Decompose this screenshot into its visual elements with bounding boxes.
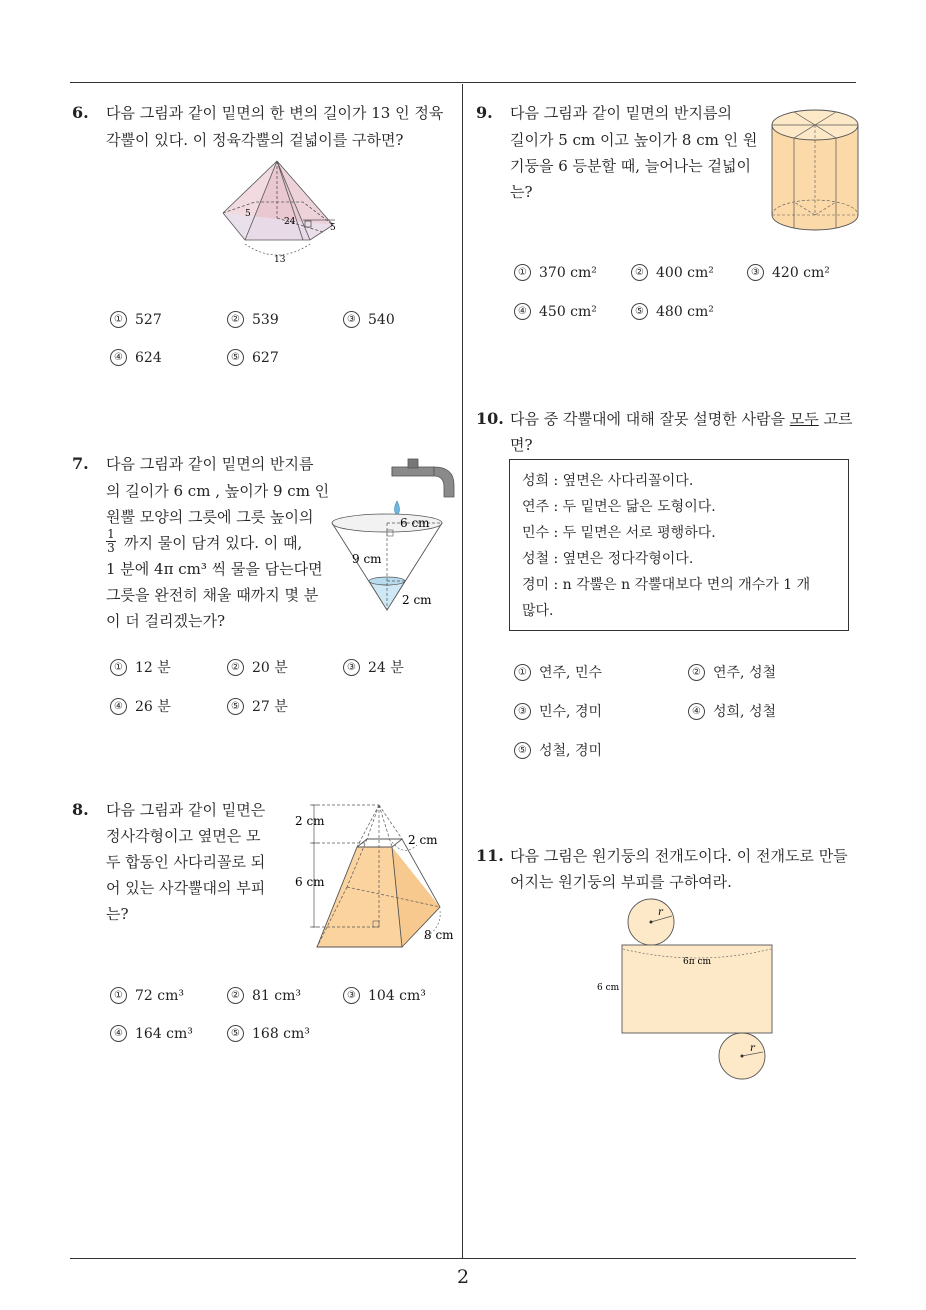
choice-mark: ④ <box>110 349 127 366</box>
q11-label-height: 6 cm <box>597 983 620 993</box>
q10-line1-text: 다음 중 각뿔대에 대해 잘못 설명한 사람을 <box>510 410 790 428</box>
q6-hexagonal-pyramid-figure <box>215 158 345 268</box>
choice-text: 168 cm³ <box>252 1026 310 1042</box>
q8-choice-1[interactable] <box>110 987 184 1004</box>
q11-line2: 어지는 원기둥의 부피를 구하여라. <box>510 873 732 891</box>
fraction-denominator: 3 <box>107 541 115 555</box>
statement-3: 민수 : 두 밑면은 서로 평행하다. <box>522 525 716 541</box>
q7-choice-4[interactable] <box>110 696 171 716</box>
statement-2: 연주 : 두 밑면은 닮은 도형이다. <box>522 499 716 515</box>
q10-choice-5[interactable] <box>514 740 602 760</box>
q6-label-height: 24 <box>284 217 296 227</box>
q6-choice-4[interactable] <box>110 349 162 366</box>
choice-text: 성철, 경미 <box>539 743 602 759</box>
choice-mark: ④ <box>110 1025 127 1042</box>
q6-label-side: 5 <box>330 223 336 233</box>
column-divider <box>462 84 463 1259</box>
choice-mark: ① <box>110 987 127 1004</box>
choice-text: 성희, 성철 <box>713 704 776 720</box>
q7-label-height: 9 cm <box>352 552 382 566</box>
choice-mark: ② <box>631 264 648 281</box>
q6-choice-5[interactable] <box>227 349 279 366</box>
q6-number: 6. <box>72 103 89 122</box>
statement-6: 많다. <box>522 603 554 619</box>
choice-mark: ② <box>688 664 705 681</box>
choice-mark: ① <box>514 664 531 681</box>
choice-mark: ⑤ <box>227 1025 244 1042</box>
statement-5: 경미 : n 각뿔은 n 각뿔대보다 면의 개수가 1 개 <box>522 577 811 593</box>
q6-choice-3[interactable] <box>343 311 395 328</box>
fraction-numerator: 1 <box>107 527 115 541</box>
q11-number: 11. <box>476 846 504 865</box>
q10-choice-2[interactable] <box>688 662 776 682</box>
q8-choice-4[interactable] <box>110 1025 193 1042</box>
q11-cylinder-net-figure <box>595 895 785 1085</box>
choice-text: 연주, 성철 <box>713 665 776 681</box>
choice-mark: ⑤ <box>514 742 531 759</box>
q10-line1 <box>510 406 852 433</box>
q8-label-top-width: 2 cm <box>408 833 438 847</box>
choice-mark: ③ <box>343 987 360 1004</box>
q7-choice-3[interactable] <box>343 657 404 677</box>
q11-label-circumference: 6π cm <box>683 957 712 967</box>
choice-mark: ① <box>514 264 531 281</box>
choice-mark: ⑤ <box>631 303 648 320</box>
choice-mark: ③ <box>343 659 360 676</box>
q9-choice-3[interactable] <box>747 264 830 281</box>
choice-text: 400 cm² <box>656 265 714 281</box>
q6-choice-2[interactable] <box>227 311 279 328</box>
q8-line3: 두 합동인 사다리꼴로 되 <box>106 853 266 871</box>
q10-choice-4[interactable] <box>688 701 776 721</box>
q11-line1: 다음 그림은 원기둥의 전개도이다. 이 전개도로 만들 <box>510 847 848 865</box>
choice-text: 104 cm³ <box>368 988 426 1004</box>
choice-text: 20 분 <box>252 660 288 676</box>
q8-line1: 다음 그림과 같이 밑면은 <box>106 801 266 819</box>
q9-line4: 는? <box>510 183 533 201</box>
q7-line4: 까지 물이 담겨 있다. 이 때, <box>124 534 303 552</box>
choice-text: 26 분 <box>135 699 171 715</box>
choice-text: 연주, 민수 <box>539 665 602 681</box>
top-rule <box>70 82 856 83</box>
statement-4: 성철 : 옆면은 정다각형이다. <box>522 551 694 567</box>
statement-1: 성희 : 옆면은 사다리꼴이다. <box>522 473 694 489</box>
choice-mark: ④ <box>110 698 127 715</box>
choice-mark: ② <box>227 311 244 328</box>
choice-text: 72 cm³ <box>135 988 184 1004</box>
choice-text: 민수, 경미 <box>539 704 602 720</box>
choice-mark: ① <box>110 311 127 328</box>
choice-text: 370 cm² <box>539 265 597 281</box>
choice-mark: ④ <box>688 703 705 720</box>
q9-choice-4[interactable] <box>514 303 597 320</box>
q9-number: 9. <box>476 103 493 122</box>
choice-text: 624 <box>135 350 162 366</box>
choice-mark: ⑤ <box>227 698 244 715</box>
q8-line5: 는? <box>106 905 129 923</box>
q7-choice-1[interactable] <box>110 657 171 677</box>
choice-text: 480 cm² <box>656 304 714 320</box>
q7-label-radius: 6 cm <box>400 516 430 530</box>
q6-line2: 각뿔이 있다. 이 정육각뿔의 겉넓이를 구하면? <box>106 131 404 149</box>
q8-label-height: 6 cm <box>295 875 325 889</box>
q10-choice-1[interactable] <box>514 662 602 682</box>
bottom-rule <box>70 1258 856 1259</box>
q7-label-water: 2 cm <box>402 593 432 607</box>
choice-text: 164 cm³ <box>135 1026 193 1042</box>
q6-label-slant: 5 <box>245 209 251 219</box>
q11-label-r-top: r <box>658 907 663 918</box>
q6-label-base: 13 <box>274 255 286 265</box>
q7-line2: 의 길이가 6 cm , 높이가 9 cm 인 <box>106 482 330 500</box>
choice-text: 627 <box>252 350 279 366</box>
q7-fraction <box>106 528 116 555</box>
q8-frustum-figure <box>292 797 462 952</box>
q8-label-top-height: 2 cm <box>295 814 325 828</box>
q8-line4: 어 있는 사각뿔대의 부피 <box>106 879 266 897</box>
choice-mark: ③ <box>747 264 764 281</box>
choice-text: 24 분 <box>368 660 404 676</box>
q8-choice-5[interactable] <box>227 1025 310 1042</box>
q7-line7: 이 더 걸리겠는가? <box>106 612 226 630</box>
choice-text: 450 cm² <box>539 304 597 320</box>
q7-line6: 그릇을 완전히 채울 때까지 몇 분 <box>106 586 319 604</box>
q9-line1: 다음 그림과 같이 밑면의 반지름의 <box>510 104 732 122</box>
q6-line1: 다음 그림과 같이 밑면의 한 변의 길이가 13 인 정육 <box>106 104 444 122</box>
q8-label-base: 8 cm <box>424 928 454 942</box>
choice-mark: ② <box>227 987 244 1004</box>
q9-choice-5[interactable] <box>631 303 714 320</box>
q10-number: 10. <box>476 409 504 428</box>
q6-choice-1[interactable] <box>110 311 162 328</box>
choice-text: 81 cm³ <box>252 988 301 1004</box>
choice-mark: ③ <box>514 703 531 720</box>
choice-mark: ③ <box>343 311 360 328</box>
choice-text: 27 분 <box>252 699 288 715</box>
q7-choice-5[interactable] <box>227 696 288 716</box>
q10-underlined-word: 모두 <box>789 410 819 428</box>
q10-statement-box <box>509 459 849 631</box>
choice-text: 420 cm² <box>772 265 830 281</box>
q10-line2: 면? <box>510 436 533 454</box>
q9-line2: 길이가 5 cm 이고 높이가 8 cm 인 원 <box>510 131 758 149</box>
q7-number: 7. <box>72 454 89 473</box>
q8-choice-2[interactable] <box>227 987 301 1004</box>
choice-mark: ① <box>110 659 127 676</box>
q7-line3: 원뿔 모양의 그릇에 그릇 높이의 <box>106 508 314 526</box>
choice-text: 527 <box>135 312 162 328</box>
q8-number: 8. <box>72 800 89 819</box>
choice-mark: ④ <box>514 303 531 320</box>
page-number: 2 <box>456 1266 470 1288</box>
q7-line1: 다음 그림과 같이 밑면의 반지름 <box>106 455 314 473</box>
choice-text: 540 <box>368 312 395 328</box>
q9-cylinder-figure <box>768 103 863 238</box>
q8-choice-3[interactable] <box>343 987 426 1004</box>
q11-label-r-bottom: r <box>750 1043 755 1054</box>
q10-line1-tail: 고르 <box>818 410 853 428</box>
q8-line2: 정사각형이고 옆면은 모 <box>106 827 261 845</box>
q10-choice-3[interactable] <box>514 701 602 721</box>
q7-cone-faucet-figure <box>330 455 460 615</box>
choice-mark: ⑤ <box>227 349 244 366</box>
q9-choice-1[interactable] <box>514 264 597 281</box>
choice-text: 12 분 <box>135 660 171 676</box>
q9-line3: 기둥을 6 등분할 때, 늘어나는 겉넓이 <box>510 157 752 175</box>
q7-choice-2[interactable] <box>227 657 288 677</box>
choice-text: 539 <box>252 312 279 328</box>
q7-line5: 1 분에 4π cm³ 씩 물을 담는다면 <box>106 560 323 578</box>
choice-mark: ② <box>227 659 244 676</box>
q9-choice-2[interactable] <box>631 264 714 281</box>
